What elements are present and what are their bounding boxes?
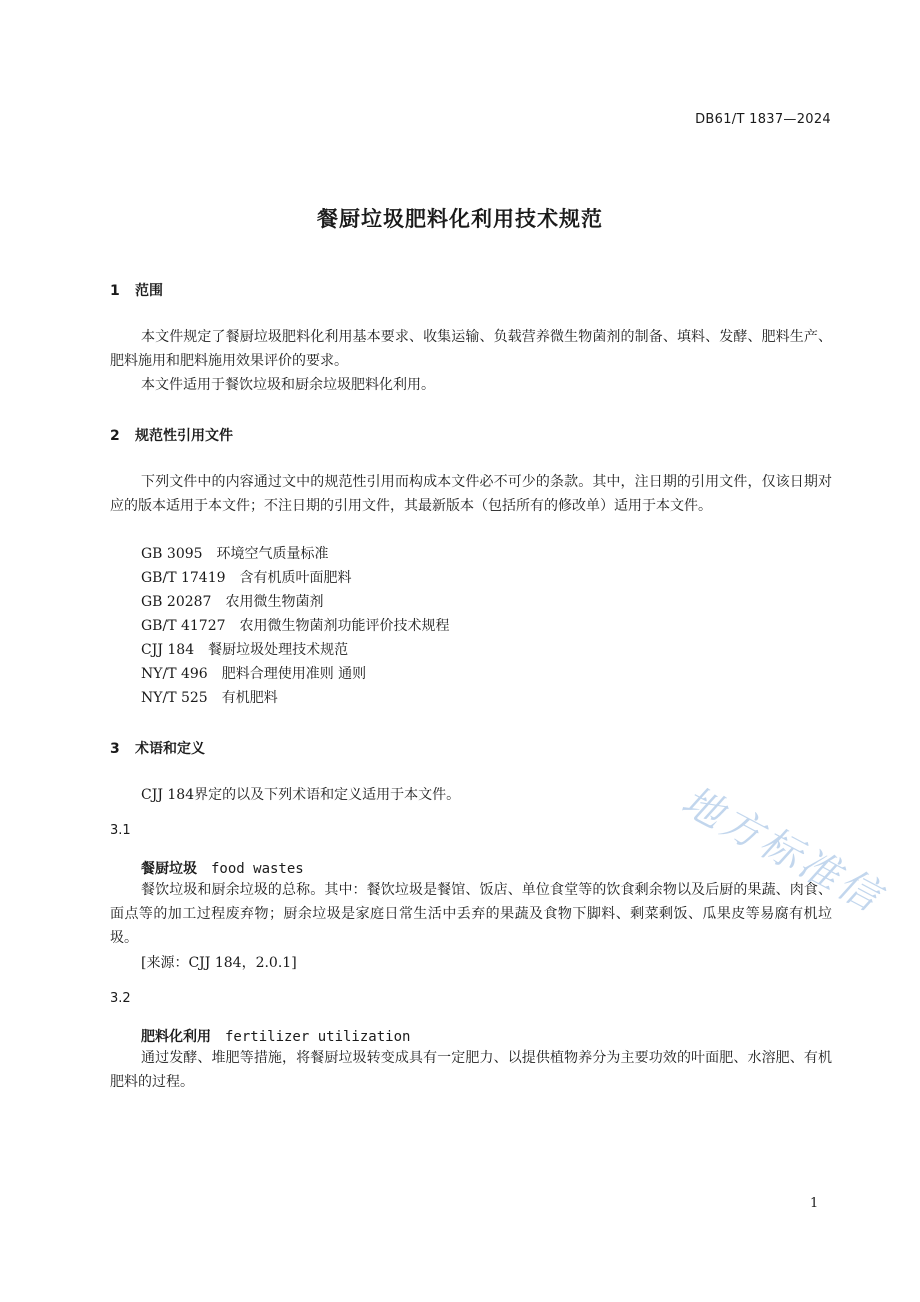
section-number: 2 [110, 428, 120, 444]
clause-number: 3.2 [110, 991, 131, 1006]
watermark-text: 地方标准信 [674, 777, 891, 922]
section-heading-scope [110, 280, 163, 300]
scope-paragraph-2: 本文件适用于餐饮垃圾和厨余垃圾肥料化利用。 [141, 377, 435, 393]
term-entry [141, 858, 304, 878]
section-heading-normative-references [110, 425, 233, 445]
term-english: fertilizer utilization [225, 1029, 411, 1045]
term-definition: 通过发酵、堆肥等措施，将餐厨垃圾转变成具有一定肥力、以提供植物养分为主要功效的叶面肥、水溶肥、有机肥料的过程。 [110, 1050, 832, 1090]
section-title: 术语和定义 [135, 741, 205, 757]
section-title: 范围 [135, 283, 163, 299]
reference-item: GB/T 41727 农用微生物菌剂功能评价技术规程 [141, 618, 450, 634]
reference-item: GB 20287 农用微生物菌剂 [141, 594, 324, 610]
scope-paragraph-1: 本文件规定了餐厨垃圾肥料化利用基本要求、收集运输、负载营养微生物菌剂的制备、填料、发酵、肥料生产、肥料施用和肥料施用效果评价的要求。 [110, 329, 832, 369]
reference-item: CJJ 184 餐厨垃圾处理技术规范 [141, 642, 349, 658]
term-chinese: 肥料化利用 [141, 1029, 211, 1045]
standard-code: DB61/T 1837—2024 [695, 112, 831, 127]
references-intro-paragraph: 下列文件中的内容通过文中的规范性引用而构成本文件必不可少的条款。其中，注日期的引用文件，仅该日期对应的版本适用于本文件；不注日期的引用文件，其最新版本（包括所有的修改单）适用于本文件。 [110, 474, 832, 514]
section-heading-terms [110, 738, 205, 758]
terms-intro-paragraph: CJJ 184界定的以及下列术语和定义适用于本文件。 [141, 787, 461, 803]
reference-item: NY/T 525 有机肥料 [141, 690, 278, 706]
term-english: food wastes [211, 861, 304, 877]
reference-item: GB 3095 环境空气质量标准 [141, 546, 329, 562]
reference-item: NY/T 496 肥料合理使用准则 通则 [141, 666, 367, 682]
section-number: 3 [110, 741, 120, 757]
term-source: [来源：CJJ 184，2.0.1] [141, 955, 297, 971]
section-number: 1 [110, 283, 120, 299]
reference-item: GB/T 17419 含有机质叶面肥料 [141, 570, 352, 586]
section-title: 规范性引用文件 [135, 428, 233, 444]
term-entry [141, 1026, 410, 1046]
term-chinese: 餐厨垃圾 [141, 861, 197, 877]
page-number: 1 [810, 1196, 819, 1211]
clause-number: 3.1 [110, 823, 131, 838]
term-definition: 餐饮垃圾和厨余垃圾的总称。其中：餐饮垃圾是餐馆、饭店、单位食堂等的饮食剩余物以及后厨的果蔬、肉食、面点等的加工过程废弃物；厨余垃圾是家庭日常生活中丢弃的果蔬及食物下脚料、剩菜剩饭、瓜果皮等易腐有机垃圾。 [110, 882, 832, 946]
document-title: 餐厨垃圾肥料化利用技术规范 [317, 207, 603, 231]
